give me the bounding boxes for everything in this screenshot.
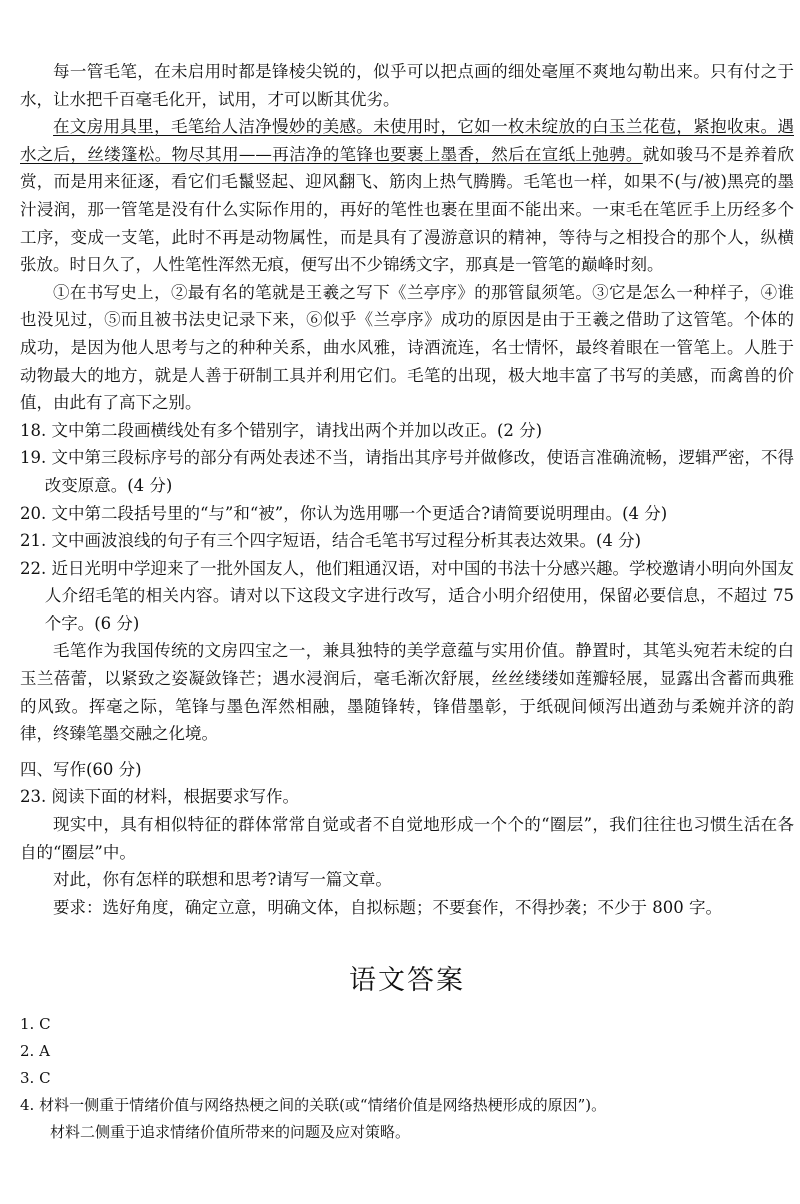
question-19: 19. 文中第三段标序号的部分有两处表述不当，请指出其序号并做修改，使语言准确流畅，逻辑严密，不得改变原意。(4 分) xyxy=(20,448,794,495)
paragraph-1: 每一管毛笔，在未启用时都是锋棱尖锐的，似乎可以把点画的细处毫厘不爽地勾勒出来。只有付之于水，让水把千百毫毛化开，试用，才可以断其优劣。 xyxy=(20,62,794,109)
answer-1: 1. C xyxy=(20,1015,51,1034)
question-18: 18. 文中第二段画横线处有多个错别字，请找出两个并加以改正。(2 分) xyxy=(20,420,543,440)
question-21: 21. 文中画波浪线的句子有三个四字短语，结合毛笔书写过程分析其表达效果。(4 分) xyxy=(20,531,642,551)
paragraph-2-rest: 就如骏马不是养着欣赏，而是用来征逐，看它们毛鬣竖起、迎风翻飞、筋肉上热气腾腾。毛笔也一样，如果不(与/被)黑亮的墨汁浸润，那一管笔是没有什么实际作用的，再好的笔性也裹在里面不能出来。一束毛在笔匠手上历经多个工序，变成一支笔，此时不再是动物属性，而是具有了漫游意识的精神，等待与之相投合的那个人，纵横张放。时日久了，人性笔性浑然无痕，便写出不少锦绣文字，那真是一管笔的巅峰时刻。 xyxy=(20,144,795,275)
paragraph-3: ①在书写史上，②最有名的笔就是王羲之写下《兰亭序》的那管鼠须笔。③它是怎么一种样子，④谁也没见过，⑤而且被书法史记录下来，⑥似乎《兰亭序》成功的原因是由于王羲之借助了这管笔。个体的成功，是因为他人思考与之的种种关系，曲水风雅，诗酒流连，名士情怀，最终着眼在一管笔上。人胜于动物最大的地方，就是人善于研制工具并利用它们。毛笔的出现，极大地丰富了书写的美感，而禽兽的价值，由此有了高下之别。 xyxy=(20,282,794,413)
question-22: 22. 近日光明中学迎来了一批外国友人，他们粗通汉语，对中国的书法十分感兴趣。学校邀请小明向外国友人介绍毛笔的相关内容。请对以下这段文字进行改写，适合小明介绍使用，保留必要信息，不超过 75 个字。(6 分) xyxy=(20,558,794,633)
spacer xyxy=(20,748,794,756)
answer-4-line-2: 材料二侧重于追求情绪价值所带来的问题及应对策略。 xyxy=(50,1123,411,1142)
answer-2: 2. A xyxy=(20,1042,50,1061)
question-23-material: 现实中，具有相似特征的群体常常自觉或者不自觉地形成一个个的“圈层”，我们往往也习惯生活在各自的“圈层”中。 xyxy=(20,815,794,862)
underlined-sentence: 在文房用具里，毛笔给人洁净慢妙的美感。未使用时，它如一枚未绽放的白玉兰花苞，紧抱收束。遇水之后，丝缕篷松。物尽其用——再洁净的笔锋也要裹上墨香，然后在宣纸上弛骋。 xyxy=(20,117,794,164)
answer-4-line-1: 4. 材料一侧重于情绪价值与网络热梗之间的关联(或“情绪价值是网络热梗形成的原因”)。 xyxy=(20,1096,607,1115)
question-23-prompt: 对此，你有怎样的联想和思考?请写一篇文章。 xyxy=(53,870,392,890)
section-heading-writing: 四、写作(60 分) xyxy=(20,759,142,779)
question-23: 23. 阅读下面的材料，根据要求写作。 xyxy=(20,787,299,807)
answer-section-title: 语文答案 xyxy=(349,965,465,997)
answer-3: 3. C xyxy=(20,1069,51,1088)
question-23-requirements: 要求：选好角度，确定立意，明确文体，自拟标题；不要套作，不得抄袭；不少于 800 字。 xyxy=(53,897,722,917)
question-22-passage: 毛笔作为我国传统的文房四宝之一，兼具独特的美学意蕴与实用价值。静置时，其笔头宛若未绽的白玉兰蓓蕾，以紧致之姿凝敛锋芒；遇水浸润后，毫毛渐次舒展，丝丝缕缕如莲瓣轻展，显露出含蓄而典雅的风致。挥毫之际，笔锋与墨色浑然相融，墨随锋转，锋借墨彰，于纸砚间倾泻出遒劲与柔婉并济的韵律，终臻笔墨交融之化境。 xyxy=(20,641,794,744)
paragraph-2 xyxy=(20,113,794,279)
question-20: 20. 文中第二段括号里的“与”和“被”，你认为选用哪一个更适合?请简要说明理由。(4 分) xyxy=(20,503,668,523)
